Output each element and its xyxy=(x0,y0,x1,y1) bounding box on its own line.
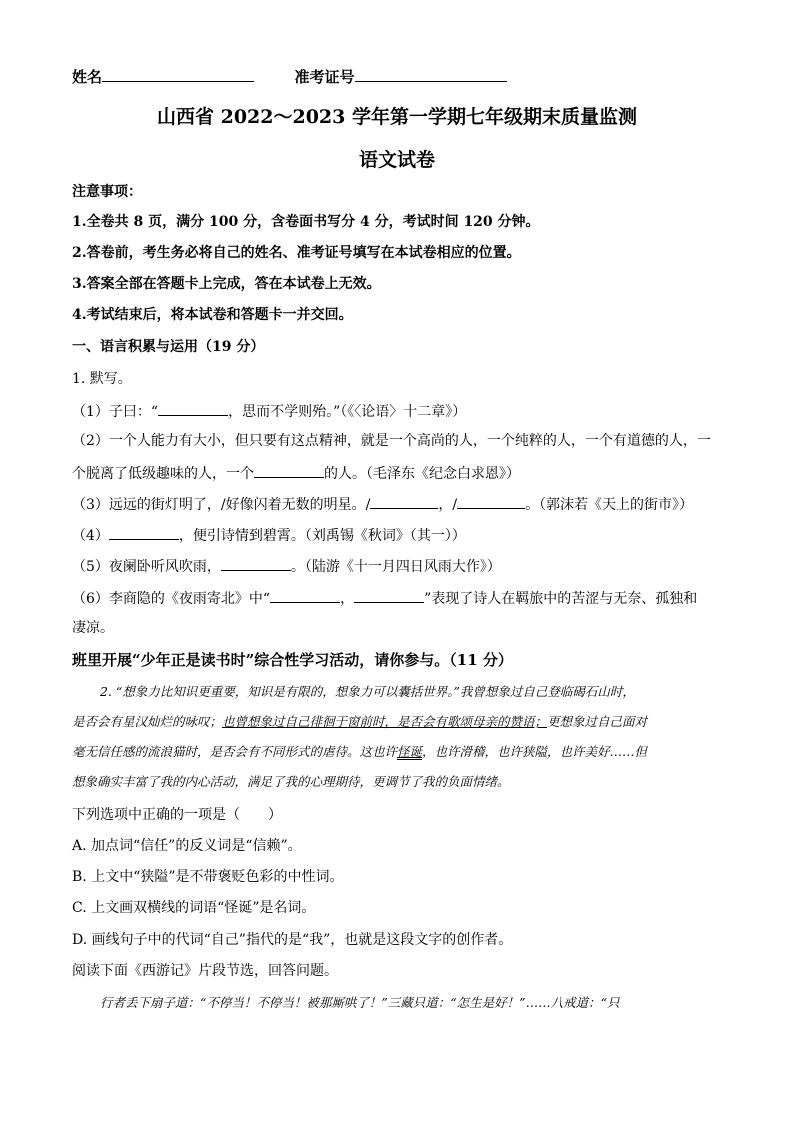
q2-passage-line1: 2. “想象力比知识更重要，知识是有限的，想象力可以囊括世界。”我曾想象过自己登临碣石山时， xyxy=(100,684,635,699)
reading-passage-line1: 行者丢下扇子道：“不停当！不停当！被那厮哄了！”三藏只道：“怎生是好！”……八戒道：“只 xyxy=(100,995,620,1010)
q1-part1 xyxy=(72,400,722,422)
q1-part3 xyxy=(72,493,722,515)
q1-part6-text-a: （6）李商隐的《夜雨寄北》中“ xyxy=(72,591,271,607)
notice-item: 3.答案全部在答题卡上完成，答在本试卷上无效。 xyxy=(72,276,381,292)
q1-part5-text-b: 。（陆游《十一月四日风雨大作》） xyxy=(290,559,501,575)
q1-part2-line1: （2）一个人能力有大小，但只要有这点精神，就是一个高尚的人，一个纯粹的人，一个有道德的人，一 xyxy=(72,433,711,449)
notice-item: 1.全卷共 8 页，满分 100 分，含卷面书写分 4 分，考试时间 120 分钟。 xyxy=(72,214,540,230)
page-title: 山西省 2022～2023 学年第一学期七年级期末质量监测 xyxy=(157,106,637,128)
answer-blank[interactable] xyxy=(370,493,438,509)
q2-passage-text: 毫无信任感的流浪猫时，是否会有不同形式的虐待。这也许 xyxy=(72,744,398,759)
answer-blank[interactable] xyxy=(354,587,424,603)
underlined-sentence: 也曾想象过自己徘徊于窗前时，是否会有歌颂母亲的赞语； xyxy=(222,714,548,729)
q1-part3-text-c: 。（郭沫若《天上的街市》） xyxy=(525,497,694,513)
q2-option-a[interactable]: A. 加点词“信任”的反义词是“信赖”。 xyxy=(72,838,302,854)
q1-part2-text-a: 个脱离了低级趣味的人，一个 xyxy=(72,466,254,482)
name-label: 姓名 xyxy=(72,68,103,86)
answer-blank[interactable] xyxy=(254,462,324,478)
answer-blank[interactable] xyxy=(158,400,228,416)
notice-item: 4.考试结束后，将本试卷和答题卡一并交回。 xyxy=(72,307,353,323)
q1-part6-text-c: ”表现了诗人在羁旅中的苦涩与无奈、孤独和 xyxy=(424,591,698,607)
q2-passage-line3 xyxy=(72,742,722,762)
answer-blank[interactable] xyxy=(270,587,340,603)
double-underlined-word: 怪诞 xyxy=(397,744,423,759)
q1-part4 xyxy=(72,524,722,546)
q2-passage-text: 是否会有星汉灿烂的咏叹； xyxy=(72,714,223,729)
q1-part4-text-a: （4） xyxy=(72,528,109,544)
answer-blank[interactable] xyxy=(109,524,179,540)
q1-part3-text-a: （3）远远的街灯明了，/好像闪着无数的明星。/ xyxy=(72,497,371,513)
q2-passage-line4: 想象确实丰富了我的内心活动，满足了我的心理期待，更调节了我的负面情绪。 xyxy=(72,774,510,789)
name-blank[interactable] xyxy=(102,66,254,82)
notice-heading: 注意事项： xyxy=(72,184,142,200)
q1-part1-text-b: ，思而不学则殆。”（《〈论语〉十二章》） xyxy=(228,404,467,420)
q1-part6-text-b: ， xyxy=(340,591,355,607)
q1-part6-line2: 凄凉。 xyxy=(72,620,114,636)
q1-part5-text-a: （5）夜阑卧听风吹雨， xyxy=(72,559,221,575)
answer-blank[interactable] xyxy=(221,555,291,571)
exam-id-blank[interactable] xyxy=(355,66,507,82)
q1-part2-line2 xyxy=(72,462,722,484)
q1-part6-line1 xyxy=(72,587,722,609)
activity-heading: 班里开展“少年正是读书时”综合性学习活动，请你参与。（11 分） xyxy=(72,651,513,669)
section-heading: 一、语言积累与运用（19 分） xyxy=(72,339,265,355)
q2-passage-line2 xyxy=(72,712,722,732)
q1-part3-text-b: ，/ xyxy=(438,497,458,513)
page-subtitle: 语文试卷 xyxy=(358,149,435,171)
q2-option-d[interactable]: D. 画线句子中的代词“自己”指代的是“我”，也就是这段文字的创作者。 xyxy=(72,932,513,948)
header-line xyxy=(72,66,722,87)
q2-prompt: 下列选项中正确的一项是（ ） xyxy=(72,807,282,823)
q1-stem: 1. 默写。 xyxy=(72,371,132,387)
q1-part5 xyxy=(72,555,722,577)
q2-option-b[interactable]: B. 上文中“狭隘”是不带褒贬色彩的中性词。 xyxy=(72,869,344,885)
q1-part1-text-a: （1）子曰：“ xyxy=(72,404,159,420)
q1-part4-text-b: ，便引诗情到碧霄。（刘禹锡《秋词》（其一）） xyxy=(178,528,466,544)
q2-option-c[interactable]: C. 上文画双横线的词语“怪诞”是名词。 xyxy=(72,900,316,916)
notice-item: 2.答卷前，考生务必将自己的姓名、准考证号填写在本试卷相应的位置。 xyxy=(72,245,521,261)
exam-id-label: 准考证号 xyxy=(294,68,355,86)
q2-passage-text: ，也许滑稽，也许狭隘，也许美好……但 xyxy=(422,744,648,759)
q1-part2-text-b: 的人。（毛泽东《纪念白求恩》） xyxy=(324,466,520,482)
answer-blank[interactable] xyxy=(457,493,525,509)
q2-passage-text: 更想象过自己面对 xyxy=(547,714,648,729)
reading-intro: 阅读下面《西游记》片段节选，回答问题。 xyxy=(72,963,338,979)
